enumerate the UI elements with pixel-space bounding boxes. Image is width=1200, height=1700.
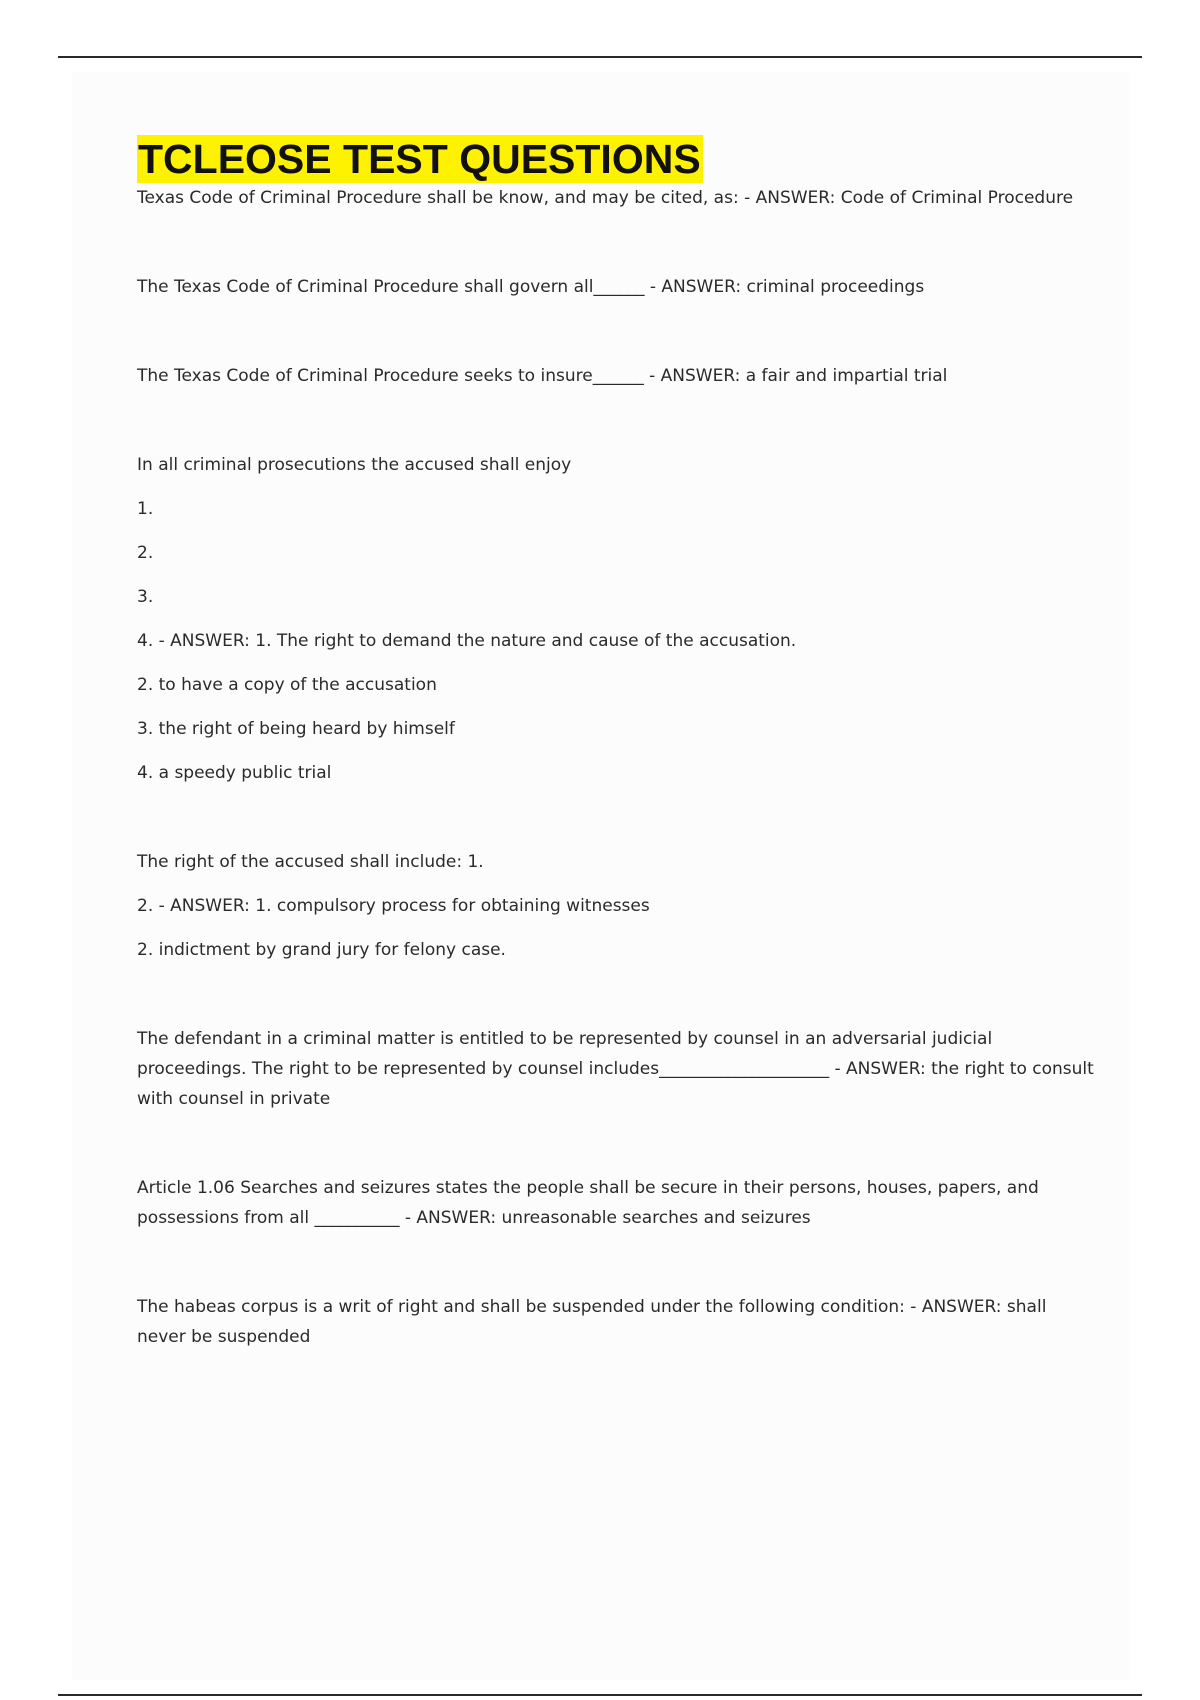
question-item: The defendant in a criminal matter is entitled to be represented by counsel in an adversarial judicial proceedings. The right to be represented by counsel includes____________________ - ANSWER: the right to consult with counsel in private bbox=[137, 1029, 1094, 1109]
list-item: 2. indictment by grand jury for felony case. bbox=[137, 940, 506, 960]
bottom-rule bbox=[58, 1694, 1142, 1696]
document-title: TCLEOSE TEST QUESTIONS bbox=[138, 136, 701, 182]
question-item: The Texas Code of Criminal Procedure seeks to insure______ - ANSWER: a fair and impartial trial bbox=[137, 366, 948, 386]
list-item: 4. - ANSWER: 1. The right to demand the nature and cause of the accusation. bbox=[137, 631, 797, 651]
list-item: 3. bbox=[137, 587, 154, 607]
list-item: 1. bbox=[137, 499, 154, 519]
question-item: The right of the accused shall include: 1. bbox=[137, 852, 484, 872]
list-item: 2. bbox=[137, 543, 154, 563]
list-item: 3. the right of being heard by himself bbox=[137, 719, 455, 739]
top-rule bbox=[58, 56, 1142, 58]
document-body bbox=[137, 135, 1097, 1352]
question-item: In all criminal prosecutions the accused shall enjoy bbox=[137, 455, 572, 475]
list-item: 2. to have a copy of the accusation bbox=[137, 675, 437, 695]
list-item: 2. - ANSWER: 1. compulsory process for obtaining witnesses bbox=[137, 896, 650, 916]
question-item: The Texas Code of Criminal Procedure shall govern all______ - ANSWER: criminal proceedings bbox=[137, 277, 925, 297]
list-item: 4. a speedy public trial bbox=[137, 763, 332, 783]
question-item: The habeas corpus is a writ of right and shall be suspended under the following condition: - ANSWER: shall never be suspended bbox=[137, 1297, 1047, 1347]
question-item: Article 1.06 Searches and seizures states the people shall be secure in their persons, houses, papers, and possessions from all __________ - ANSWER: unreasonable searches and seizures bbox=[137, 1178, 1039, 1228]
question-item: Texas Code of Criminal Procedure shall be know, and may be cited, as: - ANSWER: Code of Criminal Procedure bbox=[137, 188, 1074, 208]
